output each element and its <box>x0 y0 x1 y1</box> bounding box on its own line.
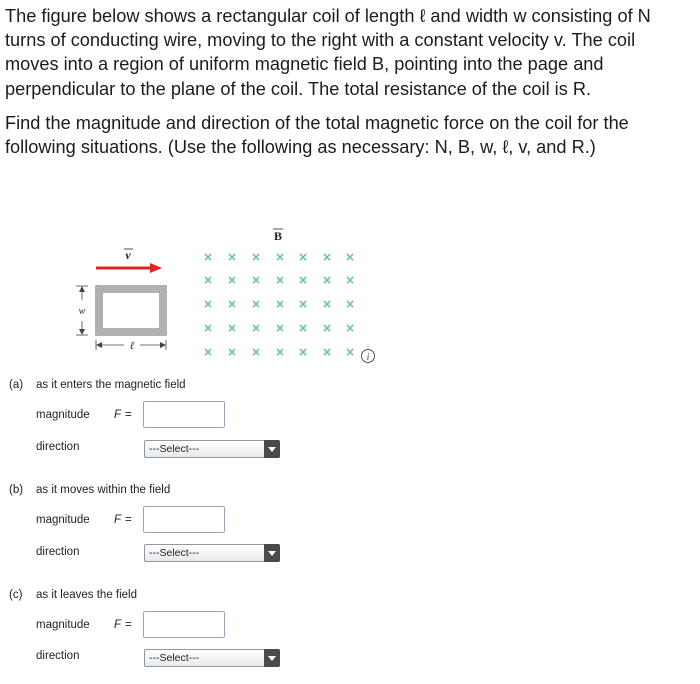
velocity-label: v <box>125 248 131 262</box>
part-b-magnitude-label: magnitude <box>36 514 90 526</box>
part-a-direction-select[interactable] <box>144 440 280 458</box>
field-mark: × <box>344 345 356 359</box>
field-mark: × <box>202 273 214 287</box>
field-mark: × <box>297 273 309 287</box>
part-a-direction-label: direction <box>36 441 80 453</box>
part-b-magnitude-input[interactable] <box>143 506 225 533</box>
field-mark: × <box>226 250 238 264</box>
part-c-prompt: as it leaves the field <box>36 589 138 601</box>
chevron-down-icon[interactable] <box>264 544 280 562</box>
part-b-prompt: as it moves within the field <box>36 484 171 496</box>
field-mark: × <box>321 345 333 359</box>
magnetic-field-region <box>203 250 355 359</box>
svg-text:i: i <box>366 352 370 363</box>
length-arrowhead-left <box>96 342 102 348</box>
problem-paragraph-2: Find the magnitude and direction of the total magnetic force on the coil for the following situations. (Use the following as necessary: N, B, w, ℓ, v, and R.) <box>5 112 629 158</box>
coil <box>96 286 166 335</box>
field-mark: × <box>344 297 356 311</box>
field-mark: × <box>226 273 238 287</box>
part-b-label: (b) <box>9 484 24 496</box>
field-mark: × <box>274 345 286 359</box>
field-mark: × <box>321 297 333 311</box>
part-a-direction-value: ---Select--- <box>149 443 200 455</box>
part-a-force-equals: F = <box>114 409 132 421</box>
width-arrowhead-down <box>79 329 85 335</box>
part-b-header <box>9 484 170 496</box>
field-mark: × <box>250 297 262 311</box>
field-mark: × <box>297 297 309 311</box>
field-mark: × <box>274 297 286 311</box>
length-arrowhead-right <box>160 342 166 348</box>
velocity-arrow <box>96 263 162 273</box>
field-mark: × <box>226 345 238 359</box>
field-mark: × <box>202 297 214 311</box>
part-b-direction-select[interactable] <box>144 544 280 562</box>
length-label: ℓ <box>129 340 135 352</box>
field-mark: × <box>226 297 238 311</box>
width-arrowhead-up <box>79 286 85 292</box>
part-b-direction-value: ---Select--- <box>149 547 200 559</box>
field-mark: × <box>202 250 214 264</box>
field-mark: × <box>274 273 286 287</box>
part-a-magnitude-input[interactable] <box>143 401 225 428</box>
field-mark: × <box>202 345 214 359</box>
part-c-label: (c) <box>9 589 23 601</box>
part-a-prompt: as it enters the magnetic field <box>36 379 186 391</box>
part-a-magnitude-label: magnitude <box>36 409 90 421</box>
field-mark: × <box>321 273 333 287</box>
field-mark: × <box>344 250 356 264</box>
field-mark: × <box>321 250 333 264</box>
chevron-down-icon[interactable] <box>264 440 280 458</box>
part-c-magnitude-input[interactable] <box>143 611 225 638</box>
field-mark: × <box>250 273 262 287</box>
field-mark: × <box>344 321 356 335</box>
field-label: B <box>273 229 283 243</box>
field-mark: × <box>297 345 309 359</box>
width-label: w <box>78 306 86 317</box>
part-a-label: (a) <box>9 379 24 391</box>
field-mark: × <box>250 250 262 264</box>
field-mark: × <box>297 250 309 264</box>
field-mark: × <box>250 321 262 335</box>
field-mark: × <box>274 321 286 335</box>
part-c-magnitude-label: magnitude <box>36 619 90 631</box>
field-mark: × <box>250 345 262 359</box>
field-mark: × <box>321 321 333 335</box>
field-mark: × <box>202 321 214 335</box>
part-b-force-equals: F = <box>114 514 132 526</box>
problem-paragraph-1: The figure below shows a rectangular coil of length ℓ and width w consisting of N turns of conducting wire, moving to the right with a constant velocity v. The coil moves into a region of uniform magnetic field B, pointing into the page and perpendicular to the plane of the coil. The total resistance of the coil is R. <box>5 6 651 99</box>
field-mark: × <box>274 250 286 264</box>
field-mark: × <box>344 273 356 287</box>
part-b-direction-label: direction <box>36 546 80 558</box>
part-c-force-equals: F = <box>114 619 132 631</box>
field-mark: × <box>297 321 309 335</box>
part-c-direction-value: ---Select--- <box>149 652 200 664</box>
part-c-header <box>9 589 137 601</box>
info-icon[interactable] <box>362 350 375 364</box>
part-c-direction-select[interactable] <box>144 649 280 667</box>
part-a-header <box>9 379 186 391</box>
field-mark: × <box>226 321 238 335</box>
chevron-down-icon[interactable] <box>264 649 280 667</box>
part-c-direction-label: direction <box>36 650 80 662</box>
